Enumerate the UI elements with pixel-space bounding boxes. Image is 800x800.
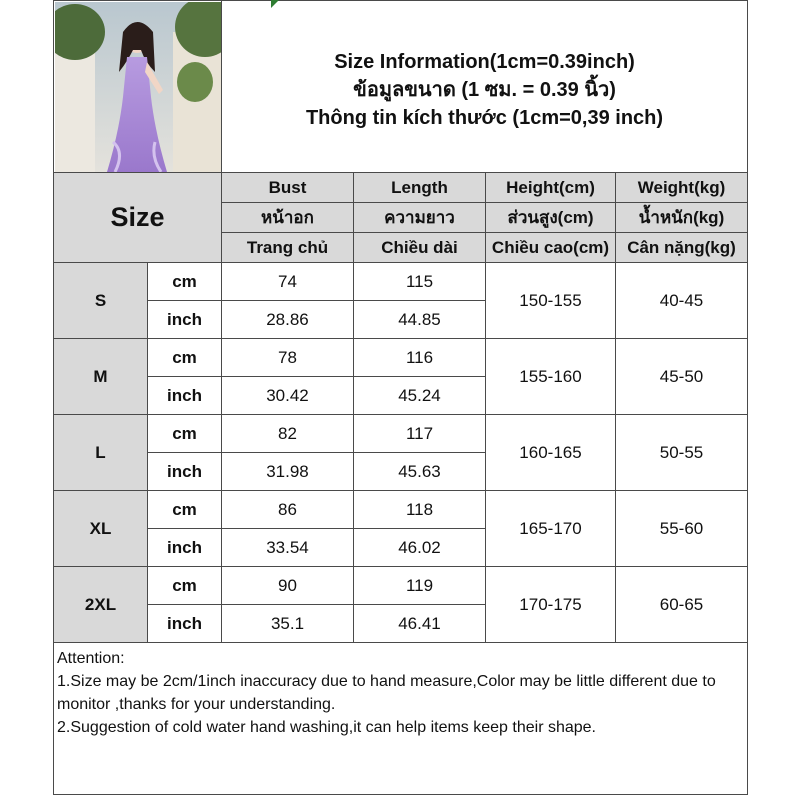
bust-inch-value: 33.54: [222, 529, 354, 567]
table-row: [54, 263, 748, 301]
unit-inch: inch: [148, 605, 222, 643]
bust-inch-value: 28.86: [222, 301, 354, 339]
size-label-s: S: [54, 263, 148, 339]
bust-cm-value: 78: [222, 339, 354, 377]
height-value: 165-170: [486, 491, 616, 567]
height-value: 170-175: [486, 567, 616, 643]
height-value: 160-165: [486, 415, 616, 491]
unit-inch: inch: [148, 453, 222, 491]
unit-cm: cm: [148, 567, 222, 605]
header-length-th: ความยาว: [354, 203, 486, 233]
bust-cm-value: 74: [222, 263, 354, 301]
unit-inch: inch: [148, 301, 222, 339]
size-label-2xl: 2XL: [54, 567, 148, 643]
size-header: Size: [54, 173, 222, 263]
length-inch-value: 45.24: [354, 377, 486, 415]
header-weight-en: Weight(kg): [616, 173, 748, 203]
length-inch-value: 45.63: [354, 453, 486, 491]
table-row: [54, 567, 748, 605]
title-english: Size Information(1cm=0.39inch): [334, 50, 635, 73]
unit-cm: cm: [148, 415, 222, 453]
height-value: 150-155: [486, 263, 616, 339]
corner-triangle-icon: [271, 0, 279, 8]
height-value: 155-160: [486, 339, 616, 415]
bust-cm-value: 82: [222, 415, 354, 453]
header-length-en: Length: [354, 173, 486, 203]
size-chart-sheet: [53, 0, 747, 800]
header-bust-en: Bust: [222, 173, 354, 203]
length-cm-value: 117: [354, 415, 486, 453]
bust-inch-value: 30.42: [222, 377, 354, 415]
table-row: [54, 339, 748, 377]
bust-cm-value: 86: [222, 491, 354, 529]
length-inch-value: 46.02: [354, 529, 486, 567]
weight-value: 45-50: [616, 339, 748, 415]
bust-cm-value: 90: [222, 567, 354, 605]
length-cm-value: 115: [354, 263, 486, 301]
header-height-vi: Chiều cao(cm): [486, 233, 616, 263]
attention-notes: [54, 643, 748, 795]
weight-value: 40-45: [616, 263, 748, 339]
size-label-m: M: [54, 339, 148, 415]
size-information-title: [222, 1, 748, 173]
length-cm-value: 118: [354, 491, 486, 529]
length-inch-value: 46.41: [354, 605, 486, 643]
model-photo-icon: [55, 2, 221, 172]
header-weight-th: น้ำหนัก(kg): [616, 203, 748, 233]
length-inch-value: 44.85: [354, 301, 486, 339]
notes-line-2: 2.Suggestion of cold water hand washing,it can help items keep their shape.: [57, 719, 596, 736]
table-row: [54, 415, 748, 453]
weight-value: 55-60: [616, 491, 748, 567]
size-label-l: L: [54, 415, 148, 491]
notes-line-1: 1.Size may be 2cm/1inch inaccuracy due to hand measure,Color may be little different due to monitor ,thanks for your understanding.: [57, 673, 716, 713]
header-bust-vi: Trang chủ: [222, 233, 354, 263]
unit-inch: inch: [148, 529, 222, 567]
bust-inch-value: 35.1: [222, 605, 354, 643]
unit-cm: cm: [148, 491, 222, 529]
weight-value: 50-55: [616, 415, 748, 491]
header-length-vi: Chiều dài: [354, 233, 486, 263]
header-height-en: Height(cm): [486, 173, 616, 203]
unit-cm: cm: [148, 339, 222, 377]
product-photo-cell: [54, 1, 222, 173]
bust-inch-value: 31.98: [222, 453, 354, 491]
title-vietnamese: Thông tin kích thước (1cm=0,39 inch): [305, 106, 664, 129]
size-chart-table: [53, 0, 748, 795]
length-cm-value: 116: [354, 339, 486, 377]
length-cm-value: 119: [354, 567, 486, 605]
notes-heading: Attention:: [57, 650, 125, 667]
weight-value: 60-65: [616, 567, 748, 643]
header-weight-vi: Cân nặng(kg): [616, 233, 748, 263]
unit-inch: inch: [148, 377, 222, 415]
header-height-th: ส่วนสูง(cm): [486, 203, 616, 233]
header-bust-th: หน้าอก: [222, 203, 354, 233]
unit-cm: cm: [148, 263, 222, 301]
table-row: [54, 491, 748, 529]
size-label-xl: XL: [54, 491, 148, 567]
title-thai: ข้อมูลขนาด (1 ซม. = 0.39 นิ้ว): [353, 78, 616, 101]
